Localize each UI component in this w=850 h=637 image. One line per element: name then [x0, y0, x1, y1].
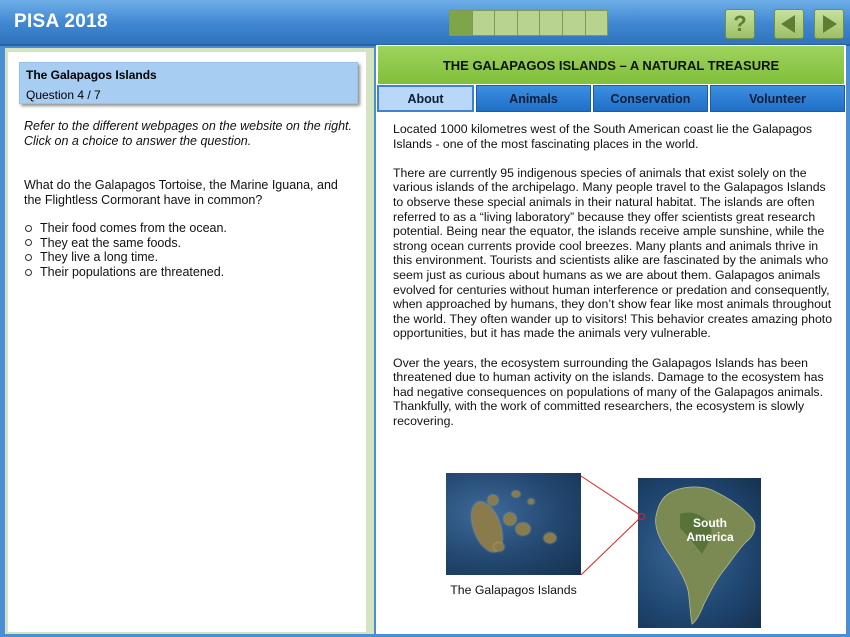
- island-shape: [494, 543, 504, 551]
- answer-option[interactable]: [24, 265, 354, 280]
- instructions: Refer to the different webpages on the website on the right. Click on a choice to answer the question.: [24, 119, 352, 148]
- galapagos-map-image: [446, 473, 581, 575]
- answer-option-label: Their populations are threatened.: [40, 264, 225, 279]
- answer-option[interactable]: [24, 236, 354, 251]
- unit-title: The Galapagos Islands: [26, 68, 157, 82]
- radio-button[interactable]: [25, 269, 32, 276]
- island-shape: [516, 523, 530, 535]
- answer-options: [24, 221, 354, 279]
- website-title: THE GALAPAGOS ISLANDS – A NATURAL TREASURE: [442, 57, 780, 73]
- next-button[interactable]: [814, 9, 844, 39]
- question-prompt: What do the Galapagos Tortoise, the Marine Iguana, and the Flightless Cormorant have in common?: [24, 178, 338, 207]
- answer-option[interactable]: [24, 221, 354, 236]
- top-bar: [0, 0, 850, 46]
- radio-button[interactable]: [25, 239, 32, 246]
- tab-about[interactable]: About: [377, 85, 474, 112]
- progress-indicator: [449, 10, 608, 36]
- island-shape: [488, 495, 498, 505]
- tab-conservation[interactable]: Conservation: [593, 85, 708, 112]
- south-america-map-image: [638, 478, 761, 628]
- island-shape: [512, 491, 520, 497]
- triangle-left-icon: [781, 15, 795, 33]
- answer-option[interactable]: [24, 250, 354, 265]
- app-title: PISA 2018: [14, 11, 108, 32]
- continent-shape: [650, 484, 760, 626]
- back-button[interactable]: [774, 9, 804, 39]
- progress-segment: [563, 11, 585, 35]
- island-shape: [544, 533, 556, 543]
- help-button[interactable]: [725, 9, 755, 39]
- question-number: Question 4 / 7: [26, 88, 101, 102]
- article-text: [393, 122, 833, 443]
- progress-segment: [518, 11, 540, 35]
- answer-option-label: They live a long time.: [40, 250, 159, 265]
- progress-segment: [540, 11, 562, 35]
- article-paragraph: Located 1000 kilometres west of the South American coast lie the Galapagos Islands - one of the most fascinating places in the world.: [393, 122, 813, 151]
- progress-segment: [495, 11, 517, 35]
- tab-volunteer[interactable]: Volunteer: [710, 85, 845, 112]
- answer-option-label: Their food comes from the ocean.: [40, 221, 227, 235]
- article-paragraph: There are currently 95 indigenous species of animals that exist solely on the various islands of the archipelago. Many people travel to the Galapagos Islands to observe these special animals in their natural habitat. The islands are often referred to as a “living laboratory” because they offer scientists great research potential. Being near the equator, the islands receive ample sunshine, while the strong ocean currents provide cool breezes. Many plants and animals thrive in this environment. Tourists and scientists alike are fascinated by the animals who seem just as curious about humans as we are about them. Galapagos animals evolved for centuries without human interference or predation and consequently, when approached by humans, they don’t show fear like most animals throughout the world. They often wander up to visitors! This behavior creates amazing photo opportunities, but it has made the animals very vulnerable.: [393, 165, 833, 341]
- question-icon: ?: [733, 11, 747, 36]
- radio-button[interactable]: [25, 225, 32, 232]
- location-marker-icon: [638, 513, 645, 520]
- island-shape: [528, 499, 534, 504]
- tab-animals[interactable]: Animals: [476, 85, 591, 112]
- website-tabs: [377, 85, 845, 112]
- progress-segment: [450, 11, 472, 35]
- progress-segment: [473, 11, 495, 35]
- triangle-right-icon: [823, 15, 837, 33]
- continent-label: South America: [686, 516, 734, 544]
- radio-button[interactable]: [25, 254, 32, 261]
- answer-option-label: They eat the same foods.: [40, 235, 182, 250]
- progress-segment: [586, 11, 608, 35]
- island-shape: [504, 513, 516, 525]
- question-header: [19, 62, 358, 104]
- website-header: [378, 46, 844, 84]
- article-paragraph: Over the years, the ecosystem surrounding the Galapagos Islands has been threatened due to human activity on the islands. Damage to the ecosystem has had negative consequences on populations of many of the Galapagos animals. Thankfully, with the work of committed researchers, the ecosystem is slowly recovering.: [393, 355, 824, 428]
- map-caption: The Galapagos Islands: [450, 583, 577, 597]
